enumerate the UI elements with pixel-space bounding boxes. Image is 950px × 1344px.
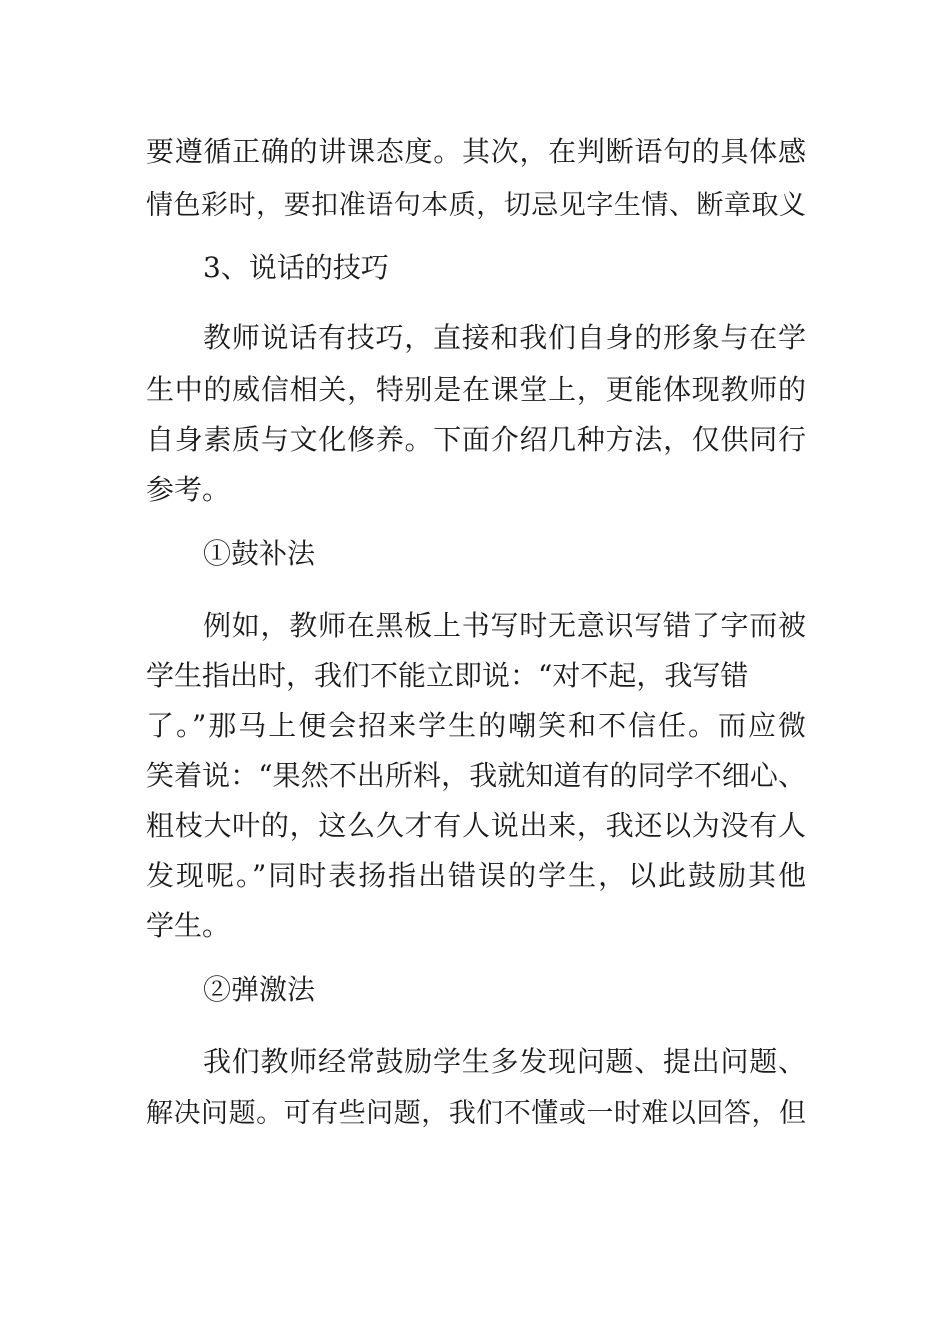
paragraph-line: 笑着说：“果然不出所料，我就知道有的同学不细心、 <box>146 759 806 792</box>
section-heading: 3、说话的技巧 <box>203 251 389 284</box>
paragraph-line: 学生。 <box>146 909 231 942</box>
paragraph-line: 我们教师经常鼓励学生多发现问题、提出问题、 <box>203 1045 806 1078</box>
subsection-heading: ①鼓补法 <box>203 537 316 570</box>
paragraph-line: 教师说话有技巧，直接和我们自身的形象与在学 <box>203 321 806 354</box>
paragraph-line: 情色彩时，要扣准语句本质，切忌见字生情、断章取义 <box>146 190 806 221</box>
paragraph-line: 自身素质与文化修养。下面介绍几种方法，仅供同行 <box>146 423 806 456</box>
paragraph-line: 生中的威信相关，特别是在课堂上，更能体现教师的 <box>146 373 806 406</box>
paragraph-line: 要遵循正确的讲课态度。其次，在判断语句的具体感 <box>146 135 806 168</box>
paragraph-line: 例如，教师在黑板上书写时无意识写错了字而被 <box>203 609 806 642</box>
paragraph-line: 了。”那马上便会招来学生的嘲笑和不信任。而应微 <box>146 709 806 742</box>
paragraph-line: 解决问题。可有些问题，我们不懂或一时难以回答，但 <box>146 1098 806 1129</box>
subsection-heading: ②弹激法 <box>203 973 316 1006</box>
paragraph-line: 粗枝大叶的，这么久才有人说出来，我还以为没有人 <box>146 809 806 842</box>
paragraph-line: 发现呢。”同时表扬指出错误的学生，以此鼓励其他 <box>146 859 806 892</box>
paragraph-line: 参考。 <box>146 473 231 506</box>
paragraph-line: 学生指出时，我们不能立即说：“对不起，我写错 <box>146 659 749 692</box>
